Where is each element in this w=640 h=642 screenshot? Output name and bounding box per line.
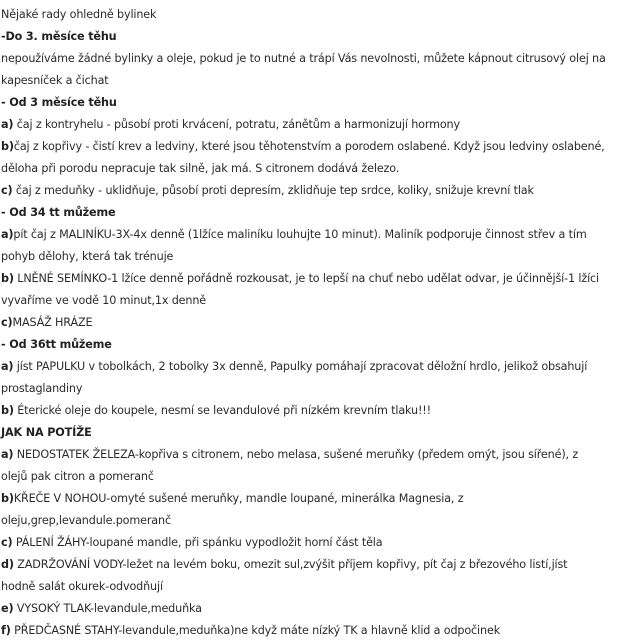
- line-text: Éterické oleje do koupele, nesmí se levandulové při nízkém krevním tlaku!!!: [13, 404, 431, 417]
- line-text: čaj z meduňky - uklidňuje, působí proti depresím, zklidňuje tep srdce, koliky, snižuje krevní tlak: [12, 184, 534, 197]
- line-text: olejů pak citron a pomeranč: [1, 470, 154, 483]
- text-line: [1, 92, 640, 114]
- line-text: PŘEDČASNÉ STAHY-levandule,meduňka)ne když máte nízký TK a hlavně klid a odpočinek: [10, 624, 501, 637]
- line-text: čaj z kontryhelu - působí proti krvácení, potratu, zánětům a harmonizují hormony: [13, 118, 460, 131]
- line-text: ZADRŽOVÁNÍ VODY-ležet na levém boku, omezit sul,zvýšit příjem kopřivy, pít čaj z březového listí,jíst: [13, 558, 568, 571]
- text-line: [1, 422, 640, 444]
- text-line: [1, 246, 640, 268]
- line-text: jíst PAPULKU v tobolkách, 2 tobolky 3x denně, Papulky pomáhají zpracovat děložní hrdlo, jelikož obsahují: [13, 360, 588, 373]
- text-line: [1, 114, 640, 136]
- text-line: [1, 378, 640, 400]
- line-text: nepoužíváme žádné bylinky a oleje, pokud je to nutné a trápí Vás nevolnosti, můžete kápnout citrusový olej na: [1, 52, 606, 65]
- text-line: [1, 48, 640, 70]
- item-marker: a): [1, 360, 14, 373]
- item-marker: f): [1, 624, 11, 637]
- item-marker: c): [1, 184, 13, 197]
- line-text: LNĚNÉ SEMÍNKO-1 lžíce denně pořádně rozkousat, je to lepší na chuť nebo udělat odvar, je účinnější-1 lžíci: [13, 272, 599, 285]
- line-text: VYSOKÝ TLAK-levandule,meduňka: [13, 602, 202, 615]
- text-line: [1, 180, 640, 202]
- line-text: pít čaj z MALINÍKU-3X-4x denně (1lžíce maliníku louhujte 10 minut). Maliník podporuje činnost střev a tím: [13, 228, 587, 241]
- text-line: [1, 400, 640, 422]
- line-text: KŘEČE V NOHOU-omyté sušené meruňky, mandle loupané, minerálka Magnesia, z: [13, 492, 464, 505]
- line-text: pohyb dělohy, která tak trénuje: [1, 250, 174, 263]
- text-line: [1, 444, 640, 466]
- item-marker: a): [1, 448, 14, 461]
- item-marker: a): [1, 118, 14, 131]
- text-line: [1, 136, 640, 158]
- text-line: [1, 268, 640, 290]
- item-marker: d): [1, 558, 14, 571]
- line-text: MASÁŽ HRÁZE: [12, 316, 93, 329]
- text-line: [1, 158, 640, 180]
- text-line: [1, 510, 640, 532]
- text-line: [1, 4, 640, 26]
- item-marker: b): [1, 404, 14, 417]
- line-text: Nějaké rady ohledně bylinek: [1, 8, 157, 21]
- text-line: [1, 598, 640, 620]
- item-marker: a): [1, 228, 14, 241]
- text-line: [1, 620, 640, 642]
- text-line: [1, 202, 640, 224]
- text-line: [1, 312, 640, 334]
- text-line: [1, 26, 640, 48]
- item-marker: b): [1, 272, 14, 285]
- item-marker: c): [1, 536, 13, 549]
- item-marker: e): [1, 602, 14, 615]
- section-heading: -Do 3. měsíce těhu: [1, 30, 117, 43]
- text-line: [1, 554, 640, 576]
- line-text: čaj z kopřivy - čistí krev a ledviny, které jsou těhotenstvím a porodem oslabené. Když jsou ledviny oslabené,: [13, 140, 605, 153]
- text-line: [1, 356, 640, 378]
- section-heading: - Od 36tt můžeme: [1, 338, 112, 351]
- line-text: NEDOSTATEK ŽELEZA-kopřiva s citronem, nebo melasa, sušené meruňky (předem omýt, jsou sířené), z: [13, 448, 579, 461]
- text-line: [1, 334, 640, 356]
- item-marker: c): [1, 316, 13, 329]
- section-heading: - Od 34 tt můžeme: [1, 206, 116, 219]
- line-text: kapesníček a čichat: [1, 74, 109, 87]
- item-marker: b): [1, 140, 14, 153]
- text-line: [1, 290, 640, 312]
- text-line: [1, 488, 640, 510]
- text-line: [1, 576, 640, 598]
- text-line: [1, 532, 640, 554]
- section-heading: - Od 3 měsíce těhu: [1, 96, 117, 109]
- text-line: [1, 466, 640, 488]
- line-text: prostaglandiny: [1, 382, 83, 395]
- line-text: děloha při porodu nepracuje tak silně, jak má. S citronem dodává železo.: [1, 162, 400, 175]
- section-heading: JAK NA POTÍŽE: [1, 426, 92, 439]
- text-line: [1, 70, 640, 92]
- text-line: [1, 224, 640, 246]
- line-text: hodně salát okurek-odvodňují: [1, 580, 163, 593]
- item-marker: b): [1, 492, 14, 505]
- line-text: oleju,grep,levandule.pomeranč: [1, 514, 171, 527]
- line-text: PÁLENÍ ŽÁHY-loupané mandle, při spánku vypodložit horní část těla: [12, 536, 383, 549]
- line-text: vyvaříme ve vodě 10 minut,1x denně: [1, 294, 206, 307]
